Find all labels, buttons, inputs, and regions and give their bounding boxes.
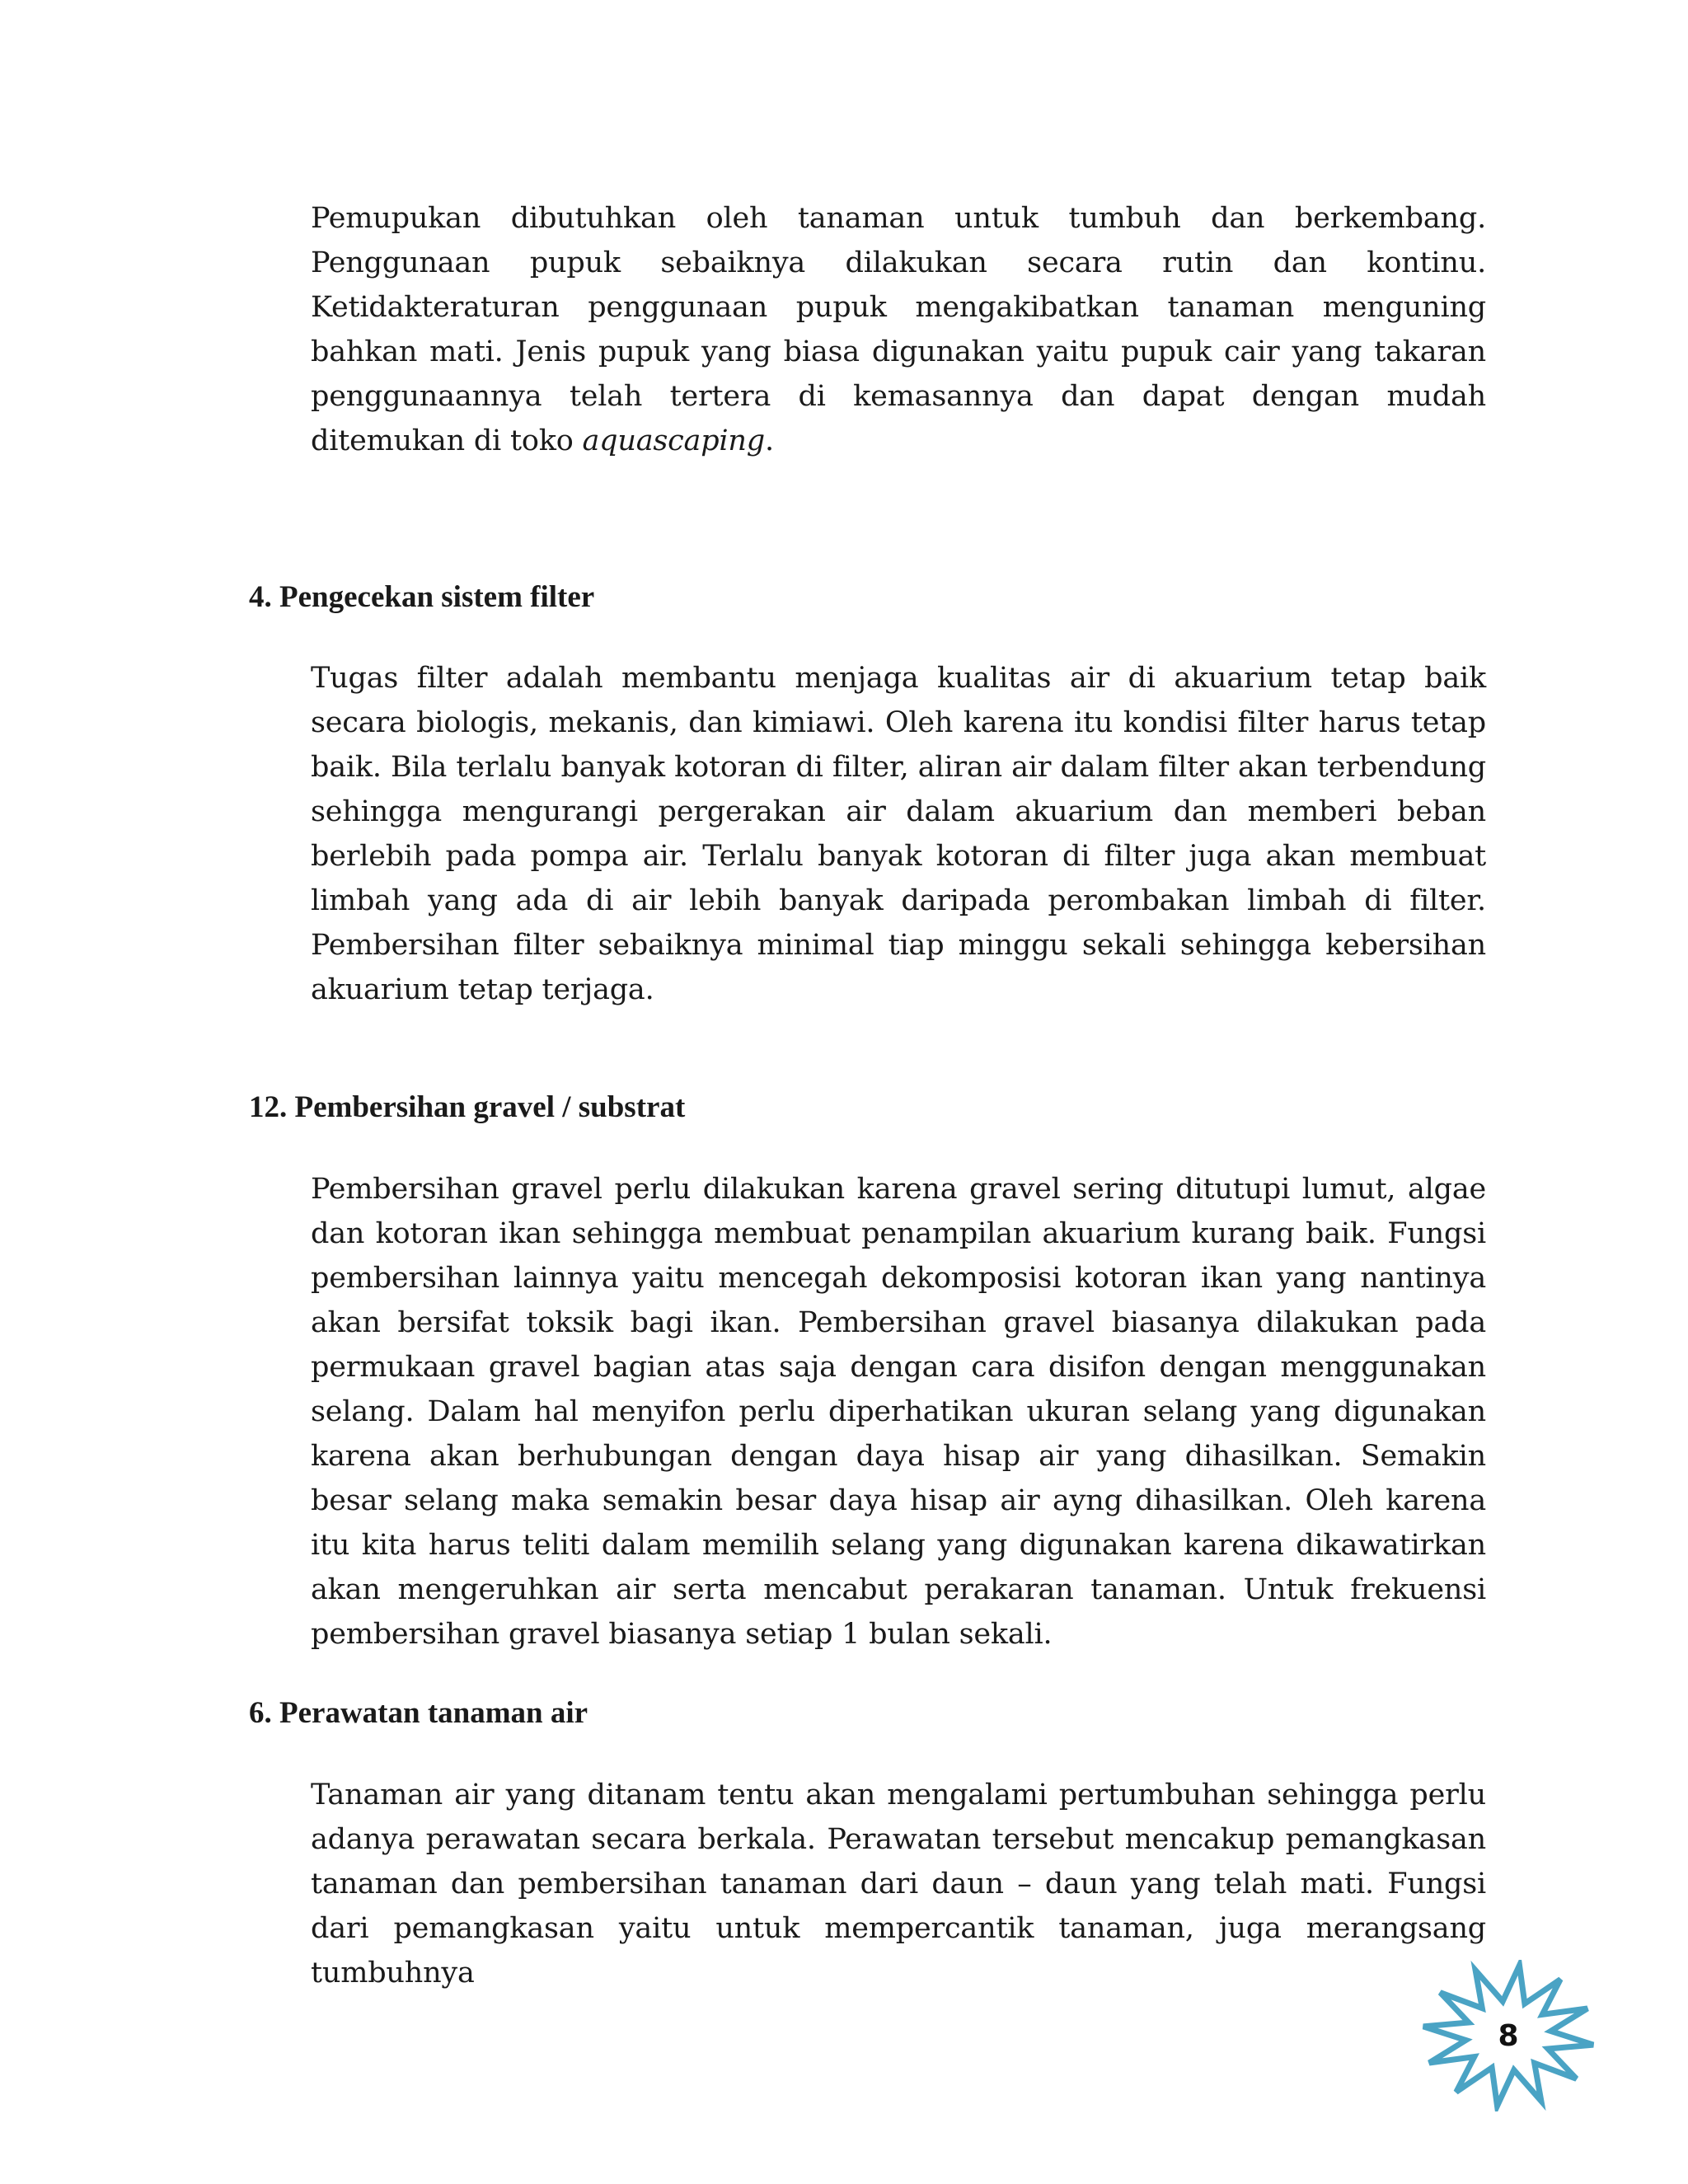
heading-filter-check: 4. Pengecekan sistem filter [249, 580, 595, 614]
aquascaping-term: aquascaping [582, 424, 765, 457]
paragraph-tanaman: Tanaman air yang ditanam tentu akan mengalami pertumbuhan sehingga perlu adanya perawatan secara berkala. Perawatan tersebut mencakup pemangkasan tanaman dan pembersihan tanaman dari daun – daun yang telah mati. Fungsi dari pemangkasan yaitu untuk mempercantik tanaman, juga merangsang tumbuhnya [311, 1779, 1486, 1990]
paragraph-gravel: Pembersihan gravel perlu dilakukan karena gravel sering ditutupi lumut, algae dan kotoran ikan sehingga membuat penampilan akuarium kurang baik. Fungsi pembersihan lainnya yaitu mencegah dekomposisi kotoran ikan yang nantinya akan bersifat toksik bagi ikan. Pembersihan gravel biasanya dilakukan pada permukaan gravel bagian atas saja dengan cara disifon dengan menggunakan selang. Dalam hal menyifon perlu diperhatikan ukuran selang yang digunakan karena akan berhubungan dengan daya hisap air yang dihasilkan. Semakin besar selang maka semakin besar daya hisap air ayng dihasilkan. Oleh karena itu kita harus teliti dalam memilih selang yang digunakan karena dikawatirkan akan mengeruhkan air serta mencabut perakaran tanaman. Untuk frekuensi pembersihan gravel biasanya setiap 1 bulan sekali. [311, 1173, 1486, 1651]
page-number: 8 [1498, 2018, 1519, 2053]
paragraph-filter: Tugas filter adalah membantu menjaga kualitas air di akuarium tetap baik secara biologis, mekanis, dan kimiawi. Oleh karena itu kondisi filter harus tetap baik. Bila terlalu banyak kotoran di filter, aliran air dalam filter akan terbendung sehingga mengurangi pergerakan air dalam akuarium dan memberi beban berlebih pada pompa air. Terlalu banyak kotoran di filter juga akan membuat limbah yang ada di air lebih banyak daripada perombakan limbah di filter. Pembersihan filter sebaiknya minimal tiap minggu sekali sehingga kebersihan akuarium tetap terjaga. [311, 662, 1486, 1006]
paragraph-pemupukan-end: . [764, 424, 774, 457]
heading-gravel-cleaning: 12. Pembersihan gravel / substrat [249, 1090, 686, 1124]
page-number-badge [1416, 1960, 1601, 2111]
paragraph-pemupukan-text: Pemupukan dibutuhkan oleh tanaman untuk tumbuh dan berkembang. Penggunaan pupuk sebaiknya dilakukan secara rutin dan kontinu. Ketidakteraturan penggunaan pupuk mengakibatkan tanaman menguning bahkan mati. Jenis pupuk yang biasa digunakan yaitu pupuk cair yang takaran penggunaannya telah tertera di kemasannya dan dapat dengan mudah ditemukan di toko [311, 202, 1486, 457]
heading-plant-care: 6. Perawatan tanaman air [249, 1696, 588, 1730]
paragraph-pemupukan [311, 196, 1486, 463]
